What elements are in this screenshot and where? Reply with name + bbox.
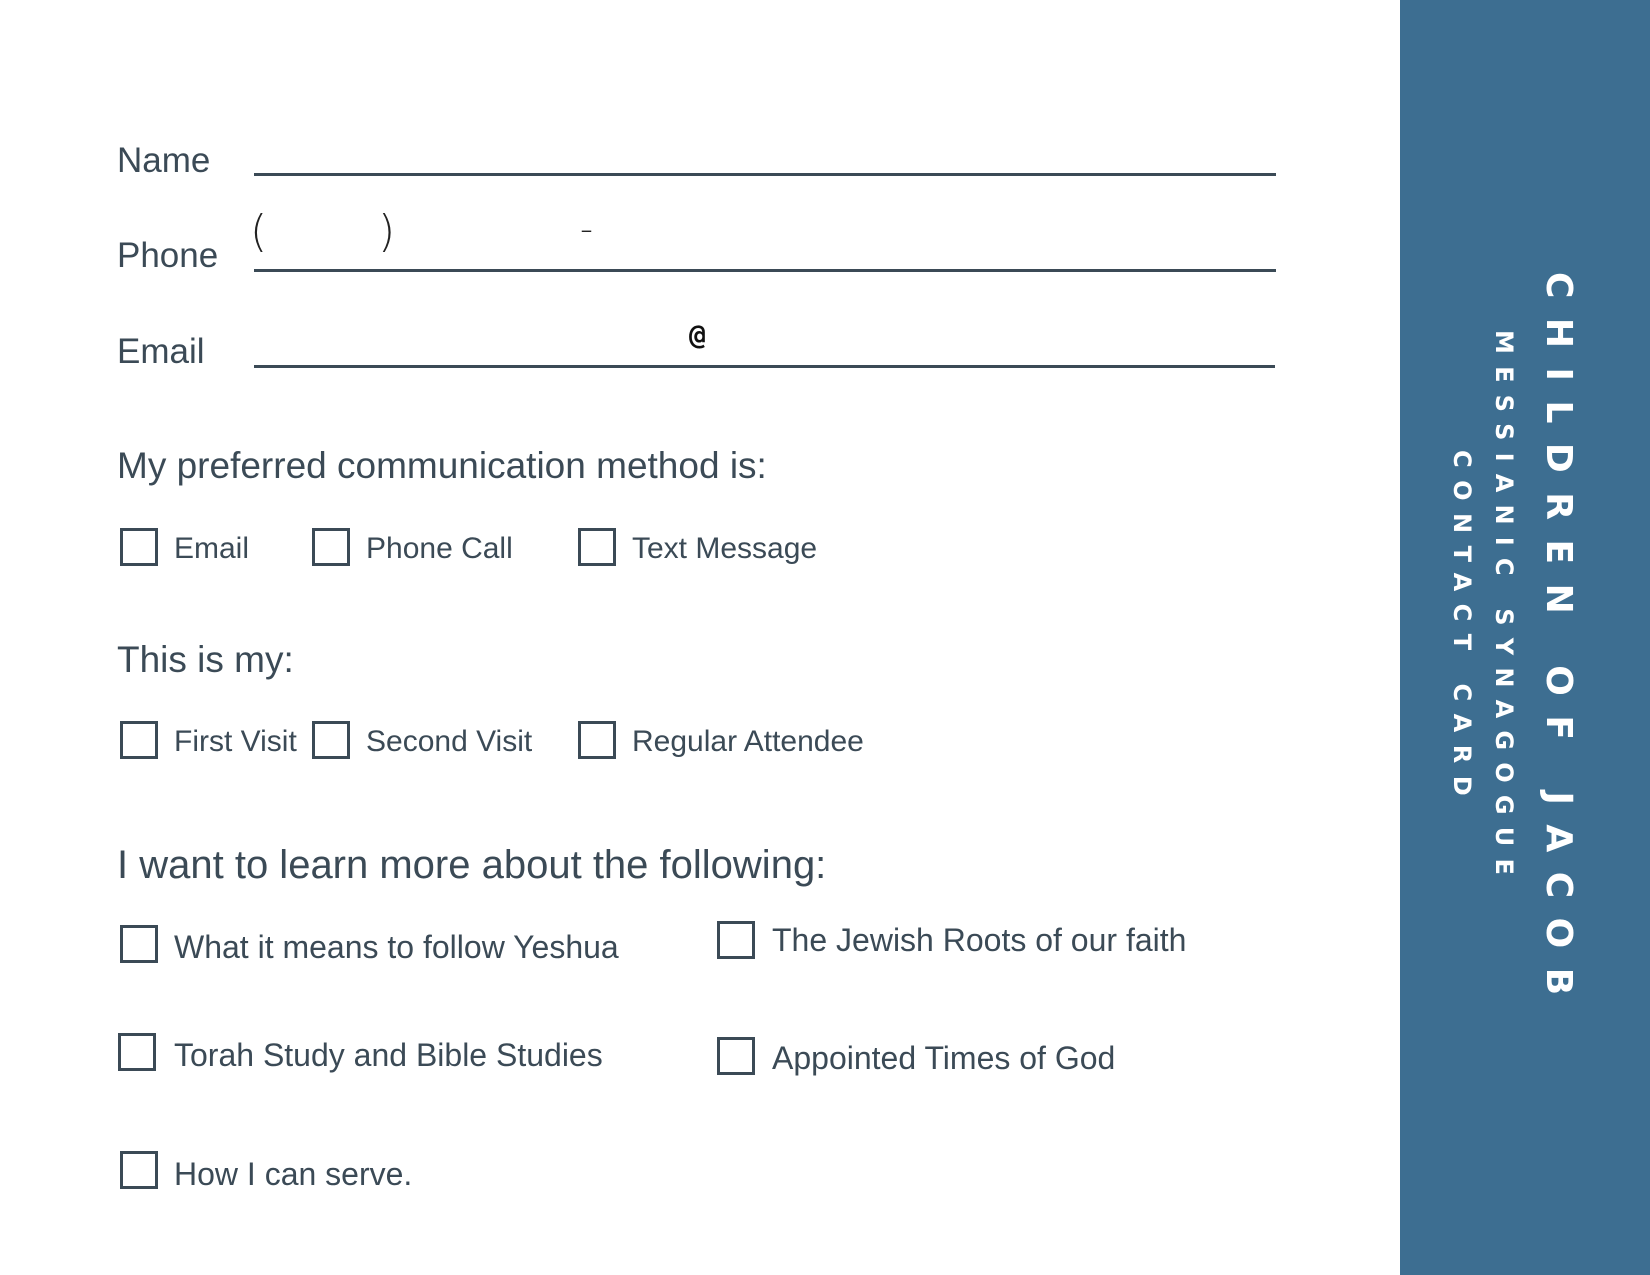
checkbox-appointed-times[interactable] xyxy=(717,1037,755,1075)
checkbox-jewish-roots[interactable] xyxy=(717,921,755,959)
option-jewish-roots-label: The Jewish Roots of our faith xyxy=(772,922,1187,958)
option-how-serve-label: How I can serve. xyxy=(174,1156,413,1192)
checkbox-first-visit[interactable] xyxy=(120,721,158,759)
email-label: Email xyxy=(117,332,205,371)
phone-open-paren: ( xyxy=(250,206,268,257)
name-line[interactable] xyxy=(254,173,1276,176)
option-second-visit-label: Second Visit xyxy=(366,725,533,758)
visit-question: This is my: xyxy=(117,639,294,680)
checkbox-how-serve[interactable] xyxy=(120,1151,158,1189)
checkbox-phone-call[interactable] xyxy=(312,528,350,566)
phone-close-paren: ) xyxy=(378,206,396,257)
option-appointed-times-label: Appointed Times of God xyxy=(772,1040,1116,1076)
phone-label: Phone xyxy=(117,236,219,275)
name-label: Name xyxy=(117,141,211,180)
sidebar-subtitle: MESSIANIC SYNAGOGUE xyxy=(1490,330,1518,888)
learn-question: I want to learn more about the following: xyxy=(117,843,827,887)
checkbox-regular-attendee[interactable] xyxy=(578,721,616,759)
checkbox-text-message[interactable] xyxy=(578,528,616,566)
sidebar-panel xyxy=(1400,0,1650,1275)
phone-dash: - xyxy=(580,209,593,250)
checkbox-email[interactable] xyxy=(120,528,158,566)
checkbox-second-visit[interactable] xyxy=(312,721,350,759)
email-line[interactable] xyxy=(254,365,1275,368)
email-at-sign: @ xyxy=(689,318,706,351)
communication-question: My preferred communication method is: xyxy=(117,445,767,486)
option-email-label: Email xyxy=(174,532,250,565)
option-first-visit-label: First Visit xyxy=(174,725,297,758)
sidebar-card-label: CONTACT CARD xyxy=(1448,450,1476,809)
checkbox-torah-study[interactable] xyxy=(118,1033,156,1071)
option-torah-study-label: Torah Study and Bible Studies xyxy=(174,1037,603,1073)
option-regular-attendee-label: Regular Attendee xyxy=(632,725,864,758)
checkbox-follow-yeshua[interactable] xyxy=(120,925,158,963)
option-phone-call-label: Phone Call xyxy=(366,532,513,565)
option-follow-yeshua-label: What it means to follow Yeshua xyxy=(174,929,619,965)
sidebar-title: CHILDREN OF JACOB xyxy=(1538,272,1579,1015)
phone-line[interactable] xyxy=(254,269,1276,272)
option-text-message-label: Text Message xyxy=(632,532,818,565)
